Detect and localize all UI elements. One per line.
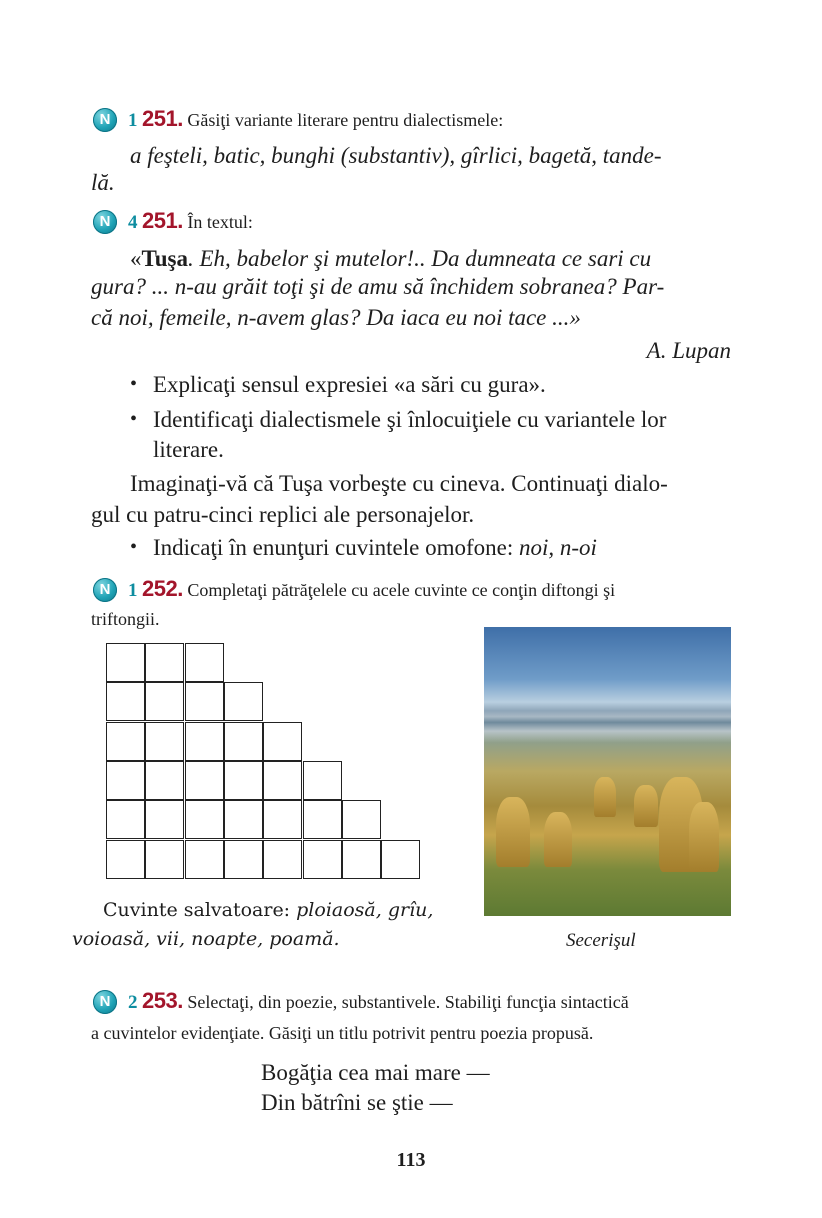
grid-cell[interactable] xyxy=(342,840,381,879)
n-badge-icon: N xyxy=(93,108,117,132)
exercise-instruction: Completaţi pătrăţelele cu acele cuvinte ce conţin diftongi şi xyxy=(187,580,616,600)
bullet-item: Identificaţi dialectismele şi înlocuiţiele cu variantele lor xyxy=(153,407,667,432)
grid-cell[interactable] xyxy=(303,800,342,839)
exercise-header xyxy=(128,107,503,133)
grid-cell[interactable] xyxy=(185,840,224,879)
exercise-instruction-continued: a cuvintelor evidenţiate. Găsiţi un titlu potrivit pentru poezia propusă. xyxy=(91,1023,594,1043)
exercise-instruction: Găsiţi variante literare pentru dialectismele: xyxy=(187,110,504,130)
n-badge-icon: N xyxy=(93,990,117,1014)
grid-cell[interactable] xyxy=(185,682,224,721)
grid-cell[interactable] xyxy=(145,722,184,761)
poem-line: Bogăţia cea mai mare — xyxy=(261,1060,490,1085)
wheat-sheaf-shape xyxy=(496,797,530,867)
grid-cell[interactable] xyxy=(263,840,302,879)
exercise-header xyxy=(128,209,253,235)
grid-cell[interactable] xyxy=(263,722,302,761)
harvest-photo xyxy=(484,627,731,916)
grid-cell[interactable] xyxy=(185,761,224,800)
bullet-icon: • xyxy=(130,373,138,395)
grid-cell[interactable] xyxy=(224,682,263,721)
wheat-sheaf-shape xyxy=(594,777,616,817)
exercise-header xyxy=(128,577,615,603)
exercise-instruction: În textul: xyxy=(187,212,253,232)
bullet-text: Indicaţi în enunţuri cuvintele omofone: xyxy=(153,535,519,560)
difficulty-level: 1 xyxy=(128,580,138,601)
quote-text: . Eh, babelor şi mutelor!.. Da dumneata ce sari cu xyxy=(187,246,652,271)
grid-cell[interactable] xyxy=(145,840,184,879)
difficulty-level: 1 xyxy=(128,110,138,131)
grid-cell[interactable] xyxy=(106,840,145,879)
hint-words-continued: voioasă, vii, noapte, poamă. xyxy=(72,928,340,950)
exercise-instruction: Selectaţi, din poezie, substantivele. Stabiliţi funcţia sintactică xyxy=(187,992,629,1012)
exercise-number: 252. xyxy=(142,576,183,601)
grid-cell[interactable] xyxy=(106,800,145,839)
grid-cell[interactable] xyxy=(224,840,263,879)
grid-cell[interactable] xyxy=(106,722,145,761)
quote-line: gura? ... n-au grăit toţi şi de amu să închidem sobranea? Par- xyxy=(91,274,665,299)
bullet-item-continued: literare. xyxy=(153,437,224,462)
bullet-item: Explicaţi sensul expresiei «a sări cu gura». xyxy=(153,372,546,397)
n-badge-icon: N xyxy=(93,578,117,602)
bullet-icon: • xyxy=(130,536,138,558)
wheat-sheaf-shape xyxy=(689,802,719,872)
task-line: Imaginaţi-vă că Tuşa vorbeşte cu cineva. Continuaţi dialo- xyxy=(130,471,668,496)
grid-cell[interactable] xyxy=(342,800,381,839)
quote-line: că noi, femeile, n-avem glas? Da iaca eu noi tace ...» xyxy=(91,305,581,330)
grid-cell[interactable] xyxy=(224,722,263,761)
grid-cell[interactable] xyxy=(145,800,184,839)
grid-cell[interactable] xyxy=(145,761,184,800)
exercise-number: 253. xyxy=(142,988,183,1013)
grid-cell[interactable] xyxy=(106,643,145,682)
grid-cell[interactable] xyxy=(185,643,224,682)
difficulty-level: 2 xyxy=(128,992,138,1013)
wheat-sheaf-shape xyxy=(634,785,658,827)
grid-cell[interactable] xyxy=(145,643,184,682)
dialect-words-line: lă. xyxy=(91,170,115,195)
exercise-number: 251. xyxy=(142,106,183,131)
bullet-icon: • xyxy=(130,408,138,430)
hint-words: ploiaosă, grîu, xyxy=(296,899,434,921)
hint-label: Cuvinte salvatoare: xyxy=(103,899,291,921)
page-number: 113 xyxy=(396,1149,426,1171)
grid-cell[interactable] xyxy=(106,682,145,721)
bullet-item xyxy=(153,531,597,564)
hint-text xyxy=(103,899,433,921)
exercise-header xyxy=(128,989,629,1015)
exercise-number: 251. xyxy=(142,208,183,233)
grid-cell[interactable] xyxy=(224,761,263,800)
grid-cell[interactable] xyxy=(185,800,224,839)
difficulty-level: 4 xyxy=(128,212,138,233)
grid-cell[interactable] xyxy=(303,761,342,800)
quote-mark: « xyxy=(130,246,142,271)
grid-cell[interactable] xyxy=(224,800,263,839)
crossword-grid xyxy=(106,643,426,883)
grid-cell[interactable] xyxy=(381,840,420,879)
grid-cell[interactable] xyxy=(145,682,184,721)
quote-author: A. Lupan xyxy=(646,338,731,363)
dialect-words-line: a feşteli, batic, bunghi (substantiv), gîrlici, bagetă, tande- xyxy=(130,143,662,168)
grid-cell[interactable] xyxy=(303,840,342,879)
grid-cell[interactable] xyxy=(106,761,145,800)
grid-cell[interactable] xyxy=(185,722,224,761)
homophone-words: noi, n-oi xyxy=(518,535,597,560)
photo-caption: Secerişul xyxy=(566,930,636,951)
task-line: gul cu patru-cinci replici ale personajelor. xyxy=(91,502,475,527)
grid-cell[interactable] xyxy=(263,761,302,800)
speaker-name: Tuşa xyxy=(141,246,188,271)
wheat-sheaf-shape xyxy=(544,812,572,867)
exercise-instruction-continued: triftongii. xyxy=(91,609,160,629)
grid-cell[interactable] xyxy=(263,800,302,839)
n-badge-icon: N xyxy=(93,210,117,234)
poem-line: Din bătrîni se ştie — xyxy=(261,1090,453,1115)
